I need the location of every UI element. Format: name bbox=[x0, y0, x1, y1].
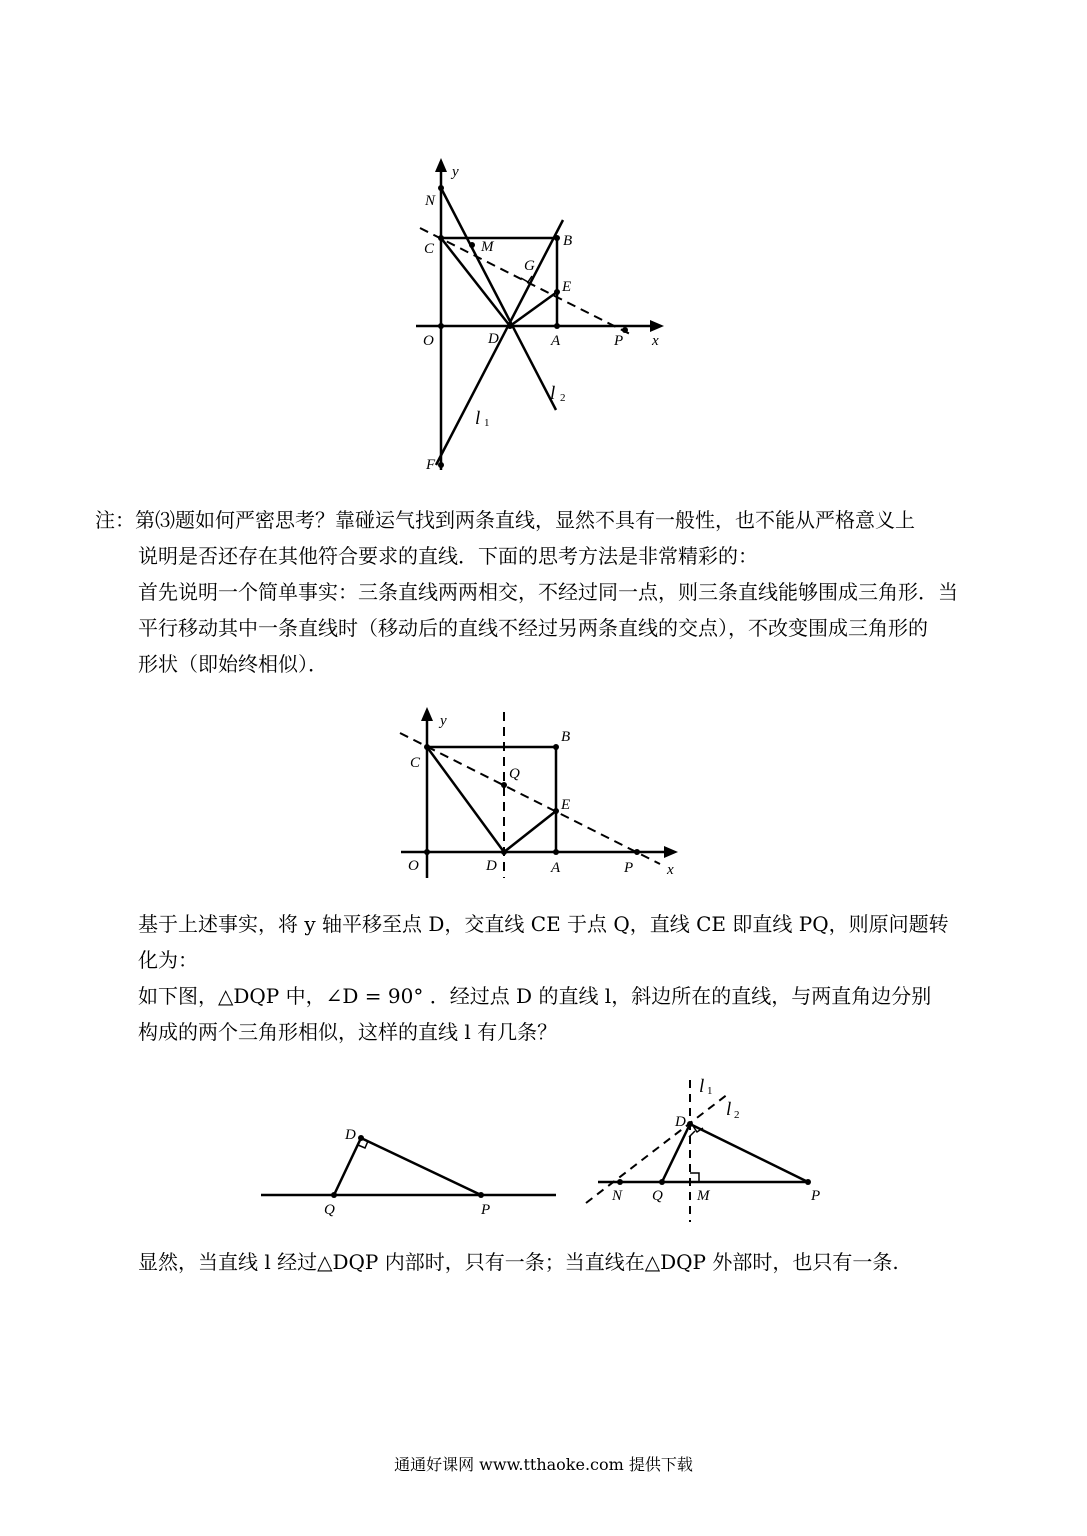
label-N: N bbox=[425, 193, 436, 209]
label-O: O bbox=[408, 858, 419, 874]
note-line-4: 平行移动其中一条直线时（移动后的直线不经过另两条直线的交点），不改变围成三角形的 bbox=[138, 616, 928, 640]
label-D: D bbox=[488, 331, 499, 347]
label-D: D bbox=[345, 1127, 356, 1143]
label-x: x bbox=[652, 333, 659, 349]
side-QD bbox=[334, 1138, 361, 1195]
note-prefix: 注： bbox=[95, 508, 135, 532]
label-l2-sub: 2 bbox=[734, 1109, 740, 1121]
label-A: A bbox=[551, 860, 561, 876]
label-N: N bbox=[612, 1188, 623, 1204]
label-O: O bbox=[423, 333, 434, 349]
label-P: P bbox=[481, 1202, 491, 1218]
label-y: y bbox=[452, 164, 459, 180]
note-line-2: 说明是否还存在其他符合要求的直线．下面的思考方法是非常精彩的： bbox=[138, 544, 758, 568]
side-DP bbox=[690, 1124, 808, 1182]
label-Q: Q bbox=[509, 766, 520, 782]
para2-line-3: 如下图，△DQP 中，∠D = 90° ．经过点 D 的直线 l，斜边所在的直线，与两直角边分别 bbox=[138, 984, 932, 1008]
segment-CD bbox=[427, 747, 504, 852]
note-line-1: 第⑶题如何严密思考？靠碰运气找到两条直线，显然不具有一般性，也不能从严格意义上 bbox=[135, 508, 915, 532]
label-Q: Q bbox=[324, 1202, 335, 1218]
para2-line-1: 基于上述事实，将 y 轴平移至点 D，交直线 CE 于点 Q，直线 CE 即直线 PQ，则原问题转 bbox=[138, 912, 949, 936]
label-l1-sub: 1 bbox=[707, 1085, 713, 1097]
label-B: B bbox=[563, 233, 573, 249]
note-line-3: 首先说明一个简单事实：三条直线两两相交，不经过同一点，则三条直线能够围成三角形．当 bbox=[138, 580, 958, 604]
note-line-5: 形状（即始终相似）． bbox=[138, 652, 328, 676]
line-l2 bbox=[441, 188, 556, 410]
label-C: C bbox=[410, 755, 421, 771]
label-B: B bbox=[561, 729, 571, 745]
segment-DE bbox=[504, 811, 556, 852]
label-x: x bbox=[667, 862, 674, 878]
x-axis-arrow bbox=[664, 846, 678, 858]
label-D: D bbox=[486, 858, 497, 874]
label-l2: l bbox=[726, 1099, 732, 1120]
segment-CD bbox=[441, 238, 510, 326]
label-P: P bbox=[614, 333, 624, 349]
line-l2-dashed bbox=[586, 1094, 728, 1203]
label-A: A bbox=[551, 333, 561, 349]
y-axis-arrow bbox=[435, 158, 447, 172]
label-l2: l bbox=[550, 383, 556, 404]
y-axis-arrow bbox=[421, 707, 433, 721]
para2-line-4: 构成的两个三角形相似，这样的直线 l 有几条？ bbox=[138, 1020, 558, 1044]
figure-1-coordinate-diagram bbox=[400, 150, 680, 490]
label-G: G bbox=[524, 258, 535, 274]
label-l1-sub: 1 bbox=[484, 417, 490, 429]
label-M: M bbox=[481, 239, 494, 255]
label-M: M bbox=[697, 1188, 710, 1204]
label-D: D bbox=[675, 1114, 686, 1130]
label-P: P bbox=[624, 860, 634, 876]
conclusion-paragraph bbox=[95, 1244, 1005, 1280]
label-l2-sub: 2 bbox=[560, 392, 566, 404]
side-DP bbox=[361, 1138, 481, 1195]
x-axis-arrow bbox=[650, 320, 664, 332]
figure-2-coordinate-diagram bbox=[395, 700, 685, 885]
page-footer: 通通好课网 www.tthaoke.com 提供下载 bbox=[394, 1455, 693, 1474]
label-C: C bbox=[424, 241, 435, 257]
figure-4-triangle-with-lines bbox=[580, 1075, 835, 1225]
label-E: E bbox=[562, 279, 572, 295]
label-P: P bbox=[811, 1188, 821, 1204]
label-l1: l bbox=[475, 408, 481, 429]
label-E: E bbox=[561, 797, 571, 813]
reduction-paragraph bbox=[95, 906, 1005, 1050]
label-Q: Q bbox=[652, 1188, 663, 1204]
right-angle-mark-M bbox=[690, 1173, 699, 1182]
label-l1: l bbox=[699, 1076, 705, 1097]
label-y: y bbox=[440, 713, 447, 729]
label-F: F bbox=[426, 457, 436, 473]
line-CE-dashed bbox=[400, 733, 660, 864]
para2-line-2: 化为： bbox=[138, 948, 198, 972]
figure-3-triangle-DQP bbox=[255, 1115, 565, 1220]
conclusion-text: 显然，当直线 l 经过△DQP 内部时，只有一条；当直线在△DQP 外部时，也只有一条. bbox=[138, 1250, 899, 1274]
note-paragraph bbox=[95, 502, 1005, 682]
